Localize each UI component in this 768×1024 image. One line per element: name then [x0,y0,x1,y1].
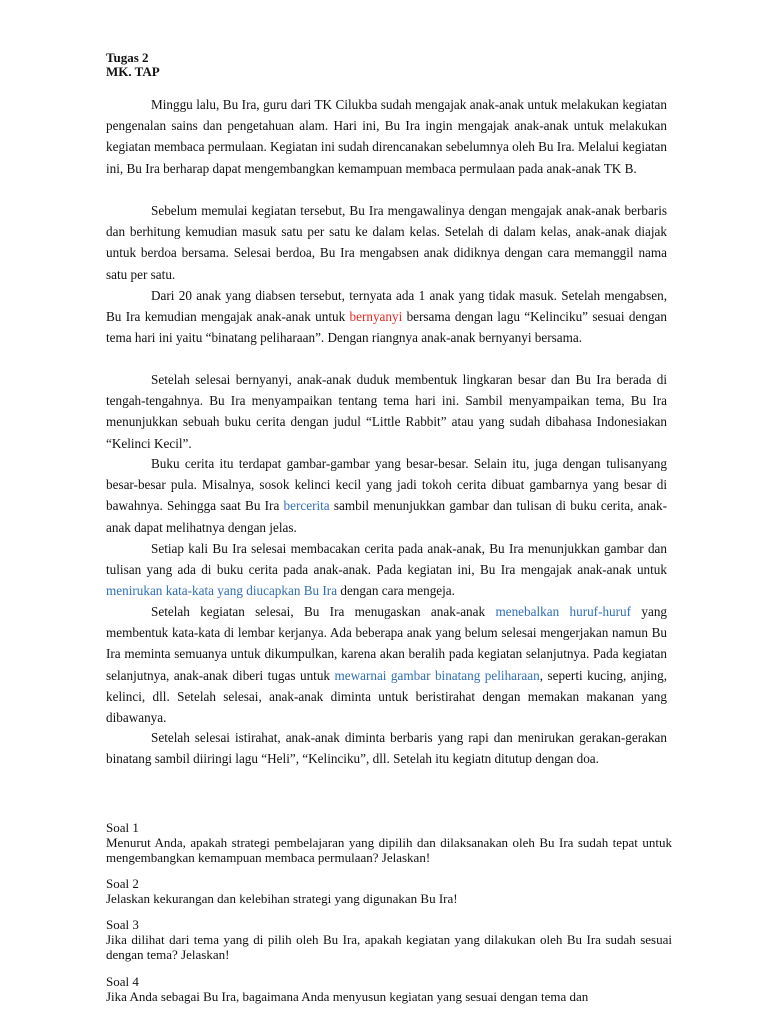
question-title: Soal 2 [106,876,139,891]
question-text: Jika Anda sebagai Bu Ira, bagaimana Anda menyusun kegiatan yang sesuai dengan tema dan [106,989,589,1004]
paragraph-text: Dari 20 anak yang diabsen tersebut, ternyata ada 1 anak yang tidak masuk. Setelah mengabsen, Bu Ira kemudian mengajak anak-anak untuk [106,288,667,325]
story-paragraph-3 [106,285,667,349]
question-text: Jika dilihat dari tema yang di pilih oleh Bu Ira, apakah kegiatan yang dilakukan oleh Bu Ira sudah sesuai dengan tema? Jelaskan! [106,932,672,962]
course-code: MK. TAP [106,64,160,79]
story-paragraph-5 [106,453,667,538]
paragraph-text: yang membentuk kata-kata di lembar kerjanya. Ada beberapa anak yang belum selesai mengerjakan namun Bu Ira meminta semuanya untuk dikumpulkan, karena akan beralih pada kegiatan selanjutnya. Pada kegiatan selanjutnya, anak-anak diberi tugas untuk [106,604,668,683]
paragraph-text: Setiap kali Bu Ira selesai membacakan cerita pada anak-anak, Bu Ira menunjukkan gambar dan tulisan yang ada di buku cerita pada anak-anak. Pada kegiatan ini, Bu Ira mengajak anak-anak untuk [106,541,667,578]
question-title: Soal 3 [106,917,139,932]
story-paragraph-8 [106,727,667,769]
paragraph-text: Setelah kegiatan selesai, Bu Ira menugaskan anak-anak [151,604,496,619]
question-title: Soal 4 [106,974,139,989]
story-paragraph-6 [106,538,667,602]
story-paragraph-2 [106,200,667,285]
paragraph-text: Sebelum memulai kegiatan tersebut, Bu Ira mengawalinya dengan mengajak anak-anak berbaris dan berhitung kemudian masuk satu per satu ke dalam kelas. Setelah di dalam kelas, anak-anak diajak untuk berdoa bersama. Selesai berdoa, Bu Ira mengabsen anak didiknya dengan cara memanggil nama satu per satu. [106,203,667,282]
paragraph-text: Buku cerita itu terdapat gambar-gambar yang besar-besar. Selain itu, juga dengan tulisanyang besar-besar pula. Misalnya, sosok kelinci kecil yang jadi tokoh cerita dibuat gambarnya yang besar di bawahnya. Sehingga saat Bu Ira [106,456,667,514]
question-text: Menurut Anda, apakah strategi pembelajaran yang dipilih dan dilaksanakan oleh Bu Ira sudah tepat untuk mengembangkan kemampuan membaca permulaan? Jelaskan! [106,835,672,865]
question-1 [106,820,672,865]
question-title: Soal 1 [106,820,139,835]
highlight-bernyanyi: bernyanyi [349,309,403,325]
question-text: Jelaskan kekurangan dan kelebihan strategi yang digunakan Bu Ira! [106,891,458,906]
story-paragraph-7 [106,601,667,728]
question-3 [106,917,672,962]
story-paragraph-1 [106,94,667,179]
assignment-title: Tugas 2 [106,50,149,65]
question-4 [106,974,672,1004]
highlight-mewarnai: mewarnai gambar binatang peliharaan [334,667,540,683]
paragraph-text: Minggu lalu, Bu Ira, guru dari TK Cilukba sudah mengajak anak-anak untuk melakukan kegiatan pengenalan sains dan pengetahuan alam. Hari ini, Bu Ira ingin mengajak anak-anak untuk melakukan kegiatan membaca permulaan. Kegiatan ini sudah direncanakan sebelumnya oleh Bu Ira. Melalui kegiatan ini, Bu Ira berharap dapat mengembangkan kemampuan membaca permulaan pada anak-anak TK B. [106,97,667,176]
highlight-bercerita: bercerita [283,498,330,514]
paragraph-text: bersama dengan lagu “Kelinciku” sesuai dengan tema hari ini yaitu “binatang peliharaan”. Dengan riangnya anak-anak bernyanyi bersama. [106,309,667,346]
highlight-menebalkan: menebalkan huruf-huruf [495,604,632,619]
paragraph-text: , seperti kucing, anjing, kelinci, dll. Setelah selesai, anak-anak diminta untuk beristirahat dengan memakan makanan yang dibawanya. [106,667,668,726]
paragraph-text: Setelah selesai istirahat, anak-anak diminta berbaris yang rapi dan menirukan gerakan-gerakan binatang sambil diiringi lagu “Heli”, “Kelinciku”, dll. Setelah itu kegiatn ditutup dengan doa. [106,730,667,767]
highlight-menirukan: menirukan kata-kata yang diucapkan Bu Ira [106,583,338,599]
story-paragraph-4 [106,369,667,454]
question-2 [106,876,672,906]
paragraph-text: dengan cara mengeja. [337,583,455,599]
paragraph-text: Setelah selesai bernyanyi, anak-anak duduk membentuk lingkaran besar dan Bu Ira berada di tengah-tengahnya. Bu Ira menyampaikan tentang tema hari ini. Sambil menyampaikan tema, Bu Ira menunjukkan sebuah buku cerita dengan judul “Little Rabbit” atau yang sudah dibahasa Indonesiakan “Kelinci Kecil”. [106,372,667,451]
paragraph-text: sambil menunjukkan gambar dan tulisan di buku cerita, anak-anak dapat melihatnya dengan jelas. [106,498,667,535]
